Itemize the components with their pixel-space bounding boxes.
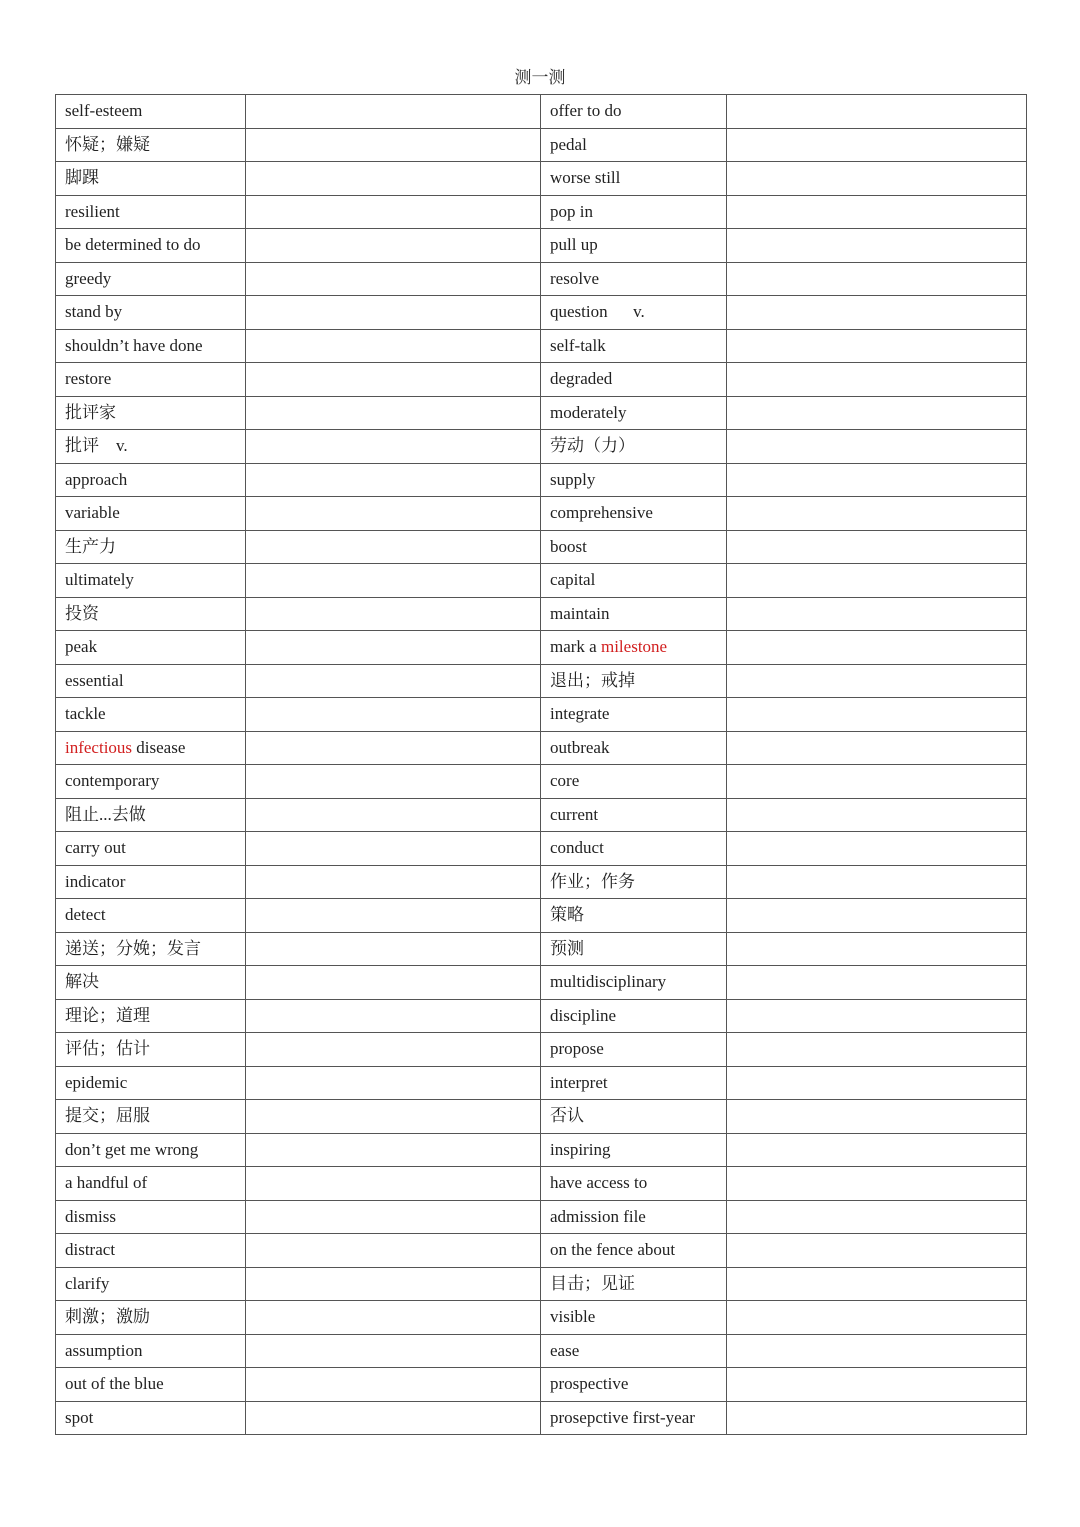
- right-term-text: prosepctive first-year: [550, 1407, 695, 1427]
- table-row: [56, 497, 1027, 531]
- right-answer-cell[interactable]: [727, 664, 1027, 698]
- left-answer-cell[interactable]: [246, 1033, 541, 1067]
- left-term-cell: [56, 932, 246, 966]
- right-answer-cell[interactable]: [727, 530, 1027, 564]
- left-answer-cell[interactable]: [246, 396, 541, 430]
- left-answer-cell[interactable]: [246, 765, 541, 799]
- right-term-cell: [541, 1100, 727, 1134]
- right-term-cell: [541, 731, 727, 765]
- right-answer-cell[interactable]: [727, 1133, 1027, 1167]
- left-term-cell: [56, 396, 246, 430]
- right-term-cell: [541, 664, 727, 698]
- right-term-text: pull up: [550, 235, 598, 255]
- table-row: [56, 530, 1027, 564]
- table-row: [56, 329, 1027, 363]
- right-term-text: propose: [550, 1039, 604, 1059]
- left-term-text: out of the blue: [65, 1374, 164, 1394]
- left-term-cell: [56, 497, 246, 531]
- left-term-cell: [56, 966, 246, 1000]
- left-answer-cell[interactable]: [246, 832, 541, 866]
- left-term-text: 投资: [65, 603, 99, 623]
- right-answer-cell[interactable]: [727, 463, 1027, 497]
- table-row: [56, 396, 1027, 430]
- left-term-text: 脚踝: [65, 168, 99, 188]
- right-term-text: 预测: [550, 938, 584, 958]
- left-term-text: 批评 v.: [65, 436, 128, 456]
- right-answer-cell[interactable]: [727, 597, 1027, 631]
- left-answer-cell[interactable]: [246, 296, 541, 330]
- vocabulary-table-body: [56, 95, 1027, 1435]
- left-answer-cell[interactable]: [246, 966, 541, 1000]
- right-term-text: admission file: [550, 1206, 646, 1226]
- right-term-text: moderately: [550, 402, 627, 422]
- right-term-cell: [541, 296, 727, 330]
- right-term-text: on the fence about: [550, 1240, 676, 1260]
- right-term-text: integrate: [550, 704, 610, 724]
- right-term-cell: [541, 329, 727, 363]
- right-term-cell: [541, 832, 727, 866]
- left-term-cell: [56, 832, 246, 866]
- left-term-text: 提交；屈服: [65, 1106, 150, 1126]
- right-term-text: pop in: [550, 201, 593, 221]
- left-answer-cell[interactable]: [246, 1100, 541, 1134]
- left-term-text: approach: [65, 469, 128, 489]
- right-answer-cell[interactable]: [727, 1267, 1027, 1301]
- left-term-cell: [56, 162, 246, 196]
- left-term-text: distract: [65, 1240, 116, 1260]
- left-answer-cell[interactable]: [246, 195, 541, 229]
- highlighted-word: infectious: [65, 737, 133, 757]
- right-term-cell: [541, 932, 727, 966]
- left-answer-cell[interactable]: [246, 497, 541, 531]
- right-term-cell: [541, 363, 727, 397]
- left-term-text: greedy: [65, 268, 112, 288]
- left-term-cell: [56, 363, 246, 397]
- right-answer-cell[interactable]: [727, 899, 1027, 933]
- left-term-text: shouldn’t have done: [65, 335, 203, 355]
- left-term-cell: [56, 765, 246, 799]
- left-answer-cell[interactable]: [246, 162, 541, 196]
- right-term-cell: [541, 1066, 727, 1100]
- left-term-text: 评估；估计: [65, 1039, 150, 1059]
- table-row: [56, 1234, 1027, 1268]
- left-answer-cell[interactable]: [246, 229, 541, 263]
- right-term-text: maintain: [550, 603, 610, 623]
- right-term-cell: [541, 999, 727, 1033]
- table-row: [56, 162, 1027, 196]
- left-term-cell: [56, 1133, 246, 1167]
- table-row: [56, 698, 1027, 732]
- table-row: [56, 1200, 1027, 1234]
- left-answer-cell[interactable]: [246, 1234, 541, 1268]
- right-term-text: 否认: [550, 1106, 584, 1126]
- left-term-cell: [56, 296, 246, 330]
- right-answer-cell[interactable]: [727, 1234, 1027, 1268]
- right-term-text: prospective: [550, 1374, 629, 1394]
- right-answer-cell[interactable]: [727, 95, 1027, 129]
- table-row: [56, 1368, 1027, 1402]
- right-term-text: boost: [550, 536, 587, 556]
- vocabulary-table: [55, 94, 1027, 1435]
- left-term-text: stand by: [65, 302, 123, 322]
- right-term-cell: [541, 1167, 727, 1201]
- right-term-cell: [541, 229, 727, 263]
- right-answer-cell[interactable]: [727, 1066, 1027, 1100]
- right-term-text: capital: [550, 570, 596, 590]
- left-answer-cell[interactable]: [246, 1301, 541, 1335]
- table-row: [56, 899, 1027, 933]
- left-term-cell: [56, 229, 246, 263]
- table-row: [56, 832, 1027, 866]
- left-term-text: restore: [65, 369, 112, 389]
- right-term-cell: [541, 162, 727, 196]
- right-answer-cell[interactable]: [727, 631, 1027, 665]
- left-term-cell: [56, 698, 246, 732]
- left-term-cell: [56, 329, 246, 363]
- right-term-cell: [541, 597, 727, 631]
- right-term-text: multidisciplinary: [550, 972, 667, 992]
- left-term-text: carry out: [65, 838, 126, 858]
- left-term-cell: [56, 999, 246, 1033]
- right-term-text: 退出；戒掉: [550, 670, 635, 690]
- right-term-text: discipline: [550, 1005, 617, 1025]
- right-term-cell: [541, 865, 727, 899]
- table-row: [56, 1301, 1027, 1335]
- right-answer-cell[interactable]: [727, 1033, 1027, 1067]
- right-term-cell: [541, 765, 727, 799]
- page-title: 测一测: [514, 68, 566, 87]
- right-answer-cell[interactable]: [727, 262, 1027, 296]
- left-term-text: 刺激；激励: [65, 1307, 150, 1327]
- left-term-cell: [56, 631, 246, 665]
- left-answer-cell[interactable]: [246, 1368, 541, 1402]
- left-answer-cell[interactable]: [246, 798, 541, 832]
- table-row: [56, 1133, 1027, 1167]
- left-term-text: ultimately: [65, 570, 134, 590]
- left-term-text: 批评家: [65, 402, 116, 422]
- right-term-text: core: [550, 771, 580, 791]
- left-answer-cell[interactable]: [246, 1401, 541, 1435]
- right-answer-cell[interactable]: [727, 832, 1027, 866]
- left-answer-cell[interactable]: [246, 1167, 541, 1201]
- right-answer-cell[interactable]: [727, 564, 1027, 598]
- table-row: [56, 229, 1027, 263]
- left-answer-cell[interactable]: [246, 1066, 541, 1100]
- right-term-text: have access to: [550, 1173, 648, 1193]
- right-term-text: conduct: [550, 838, 604, 858]
- right-term-text: comprehensive: [550, 503, 653, 523]
- left-answer-cell[interactable]: [246, 899, 541, 933]
- right-term-cell: [541, 195, 727, 229]
- left-answer-cell[interactable]: [246, 597, 541, 631]
- left-answer-cell[interactable]: [246, 262, 541, 296]
- left-answer-cell[interactable]: [246, 564, 541, 598]
- left-term-text: 生产力: [65, 536, 116, 556]
- left-answer-cell[interactable]: [246, 1133, 541, 1167]
- left-term-text: don’t get me wrong: [65, 1139, 199, 1159]
- table-row: [56, 430, 1027, 464]
- right-term-cell: [541, 564, 727, 598]
- right-answer-cell[interactable]: [727, 497, 1027, 531]
- right-term-text: visible: [550, 1307, 596, 1327]
- left-term-text: self-esteem: [65, 101, 143, 121]
- left-term-cell: [56, 1334, 246, 1368]
- left-answer-cell[interactable]: [246, 95, 541, 129]
- left-term-cell: [56, 899, 246, 933]
- right-answer-cell[interactable]: [727, 128, 1027, 162]
- right-term-cell: [541, 1401, 727, 1435]
- left-term-cell: [56, 1301, 246, 1335]
- right-term-text: offer to do: [550, 101, 622, 121]
- right-term-text: resolve: [550, 268, 600, 288]
- table-row: [56, 363, 1027, 397]
- right-answer-cell[interactable]: [727, 1368, 1027, 1402]
- left-term-text: indicator: [65, 871, 126, 891]
- left-term-cell: [56, 1200, 246, 1234]
- left-term-text: peak: [65, 637, 98, 657]
- table-row: [56, 1267, 1027, 1301]
- right-answer-cell[interactable]: [727, 798, 1027, 832]
- left-answer-cell[interactable]: [246, 999, 541, 1033]
- table-row: [56, 597, 1027, 631]
- left-term-text: dismiss: [65, 1206, 117, 1226]
- right-answer-cell[interactable]: [727, 329, 1027, 363]
- left-term-text: detect: [65, 905, 106, 925]
- right-term-text: self-talk: [550, 335, 606, 355]
- left-term-cell: [56, 865, 246, 899]
- right-answer-cell[interactable]: [727, 698, 1027, 732]
- right-term-cell: [541, 530, 727, 564]
- left-term-text: 怀疑；嫌疑: [65, 134, 150, 154]
- right-term-cell: [541, 95, 727, 129]
- right-term-cell: [541, 631, 727, 665]
- left-answer-cell[interactable]: [246, 1267, 541, 1301]
- right-term-cell: [541, 1133, 727, 1167]
- table-row: [56, 731, 1027, 765]
- right-term-cell: [541, 1334, 727, 1368]
- left-term-cell: [56, 1033, 246, 1067]
- left-term-text: 递送；分娩；发言: [65, 938, 201, 958]
- left-term-cell: [56, 731, 246, 765]
- table-row: [56, 128, 1027, 162]
- right-term-text: 劳动（力）: [550, 436, 635, 456]
- table-row: [56, 999, 1027, 1033]
- right-term-cell: [541, 463, 727, 497]
- table-row: [56, 1100, 1027, 1134]
- right-term-text: worse still: [550, 168, 621, 188]
- right-answer-cell[interactable]: [727, 731, 1027, 765]
- left-term-text: essential: [65, 670, 124, 690]
- left-term-text: clarify: [65, 1273, 110, 1293]
- left-answer-cell[interactable]: [246, 698, 541, 732]
- left-term-cell: [56, 597, 246, 631]
- left-term-cell: [56, 1167, 246, 1201]
- right-answer-cell[interactable]: [727, 296, 1027, 330]
- left-answer-cell[interactable]: [246, 731, 541, 765]
- left-term-text: be determined to do: [65, 235, 201, 255]
- table-row: [56, 1401, 1027, 1435]
- left-term-cell: [56, 1401, 246, 1435]
- right-term-cell: [541, 1200, 727, 1234]
- left-term-text: variable: [65, 503, 120, 523]
- right-term-text: supply: [550, 469, 596, 489]
- right-answer-cell[interactable]: [727, 932, 1027, 966]
- right-term-text: 目击；见证: [550, 1273, 635, 1293]
- table-row: [56, 865, 1027, 899]
- right-term-text: outbreak: [550, 737, 610, 757]
- right-answer-cell[interactable]: [727, 363, 1027, 397]
- left-answer-cell[interactable]: [246, 430, 541, 464]
- table-row: [56, 664, 1027, 698]
- left-term-cell: [56, 564, 246, 598]
- right-term-cell: [541, 798, 727, 832]
- left-term-text: disease: [132, 737, 186, 757]
- right-term-cell: [541, 1234, 727, 1268]
- right-term-cell: [541, 1368, 727, 1402]
- left-answer-cell[interactable]: [246, 865, 541, 899]
- table-row: [56, 932, 1027, 966]
- right-term-text: degraded: [550, 369, 613, 389]
- left-term-cell: [56, 128, 246, 162]
- right-answer-cell[interactable]: [727, 1301, 1027, 1335]
- left-answer-cell[interactable]: [246, 363, 541, 397]
- highlighted-word: milestone: [600, 637, 668, 657]
- right-term-cell: [541, 899, 727, 933]
- left-term-cell: [56, 1368, 246, 1402]
- right-term-text: mark a: [550, 637, 601, 657]
- right-answer-cell[interactable]: [727, 1167, 1027, 1201]
- left-term-text: contemporary: [65, 771, 160, 791]
- right-term-cell: [541, 1267, 727, 1301]
- right-term-text: 策略: [550, 905, 584, 925]
- right-answer-cell[interactable]: [727, 765, 1027, 799]
- right-term-cell: [541, 128, 727, 162]
- right-answer-cell[interactable]: [727, 966, 1027, 1000]
- right-term-cell: [541, 1301, 727, 1335]
- table-row: [56, 95, 1027, 129]
- left-term-cell: [56, 95, 246, 129]
- right-answer-cell[interactable]: [727, 865, 1027, 899]
- right-term-cell: [541, 1033, 727, 1067]
- table-row: [56, 765, 1027, 799]
- left-answer-cell[interactable]: [246, 530, 541, 564]
- right-term-cell: [541, 966, 727, 1000]
- left-term-text: epidemic: [65, 1072, 128, 1092]
- table-row: [56, 463, 1027, 497]
- left-term-text: tackle: [65, 704, 106, 724]
- left-term-cell: [56, 430, 246, 464]
- right-term-cell: [541, 497, 727, 531]
- left-term-text: a handful of: [65, 1173, 148, 1193]
- right-answer-cell[interactable]: [727, 396, 1027, 430]
- left-term-cell: [56, 463, 246, 497]
- right-answer-cell[interactable]: [727, 1334, 1027, 1368]
- left-term-text: spot: [65, 1407, 94, 1427]
- left-term-text: 解决: [65, 972, 99, 992]
- table-row: [56, 966, 1027, 1000]
- right-term-text: inspiring: [550, 1139, 611, 1159]
- right-term-cell: [541, 430, 727, 464]
- table-row: [56, 798, 1027, 832]
- left-term-cell: [56, 798, 246, 832]
- left-term-cell: [56, 1100, 246, 1134]
- table-row: [56, 195, 1027, 229]
- table-row: [56, 296, 1027, 330]
- left-answer-cell[interactable]: [246, 463, 541, 497]
- right-term-cell: [541, 396, 727, 430]
- left-term-cell: [56, 262, 246, 296]
- right-term-text: pedal: [550, 134, 587, 154]
- right-term-text: current: [550, 804, 599, 824]
- right-answer-cell[interactable]: [727, 229, 1027, 263]
- left-term-cell: [56, 664, 246, 698]
- left-answer-cell[interactable]: [246, 329, 541, 363]
- left-answer-cell[interactable]: [246, 631, 541, 665]
- right-answer-cell[interactable]: [727, 1401, 1027, 1435]
- left-term-cell: [56, 1234, 246, 1268]
- left-term-cell: [56, 530, 246, 564]
- left-term-text: 阻止...去做: [65, 804, 146, 824]
- right-term-cell: [541, 262, 727, 296]
- right-answer-cell[interactable]: [727, 430, 1027, 464]
- table-row: [56, 1033, 1027, 1067]
- table-row: [56, 631, 1027, 665]
- table-row: [56, 1334, 1027, 1368]
- right-term-cell: [541, 698, 727, 732]
- right-answer-cell[interactable]: [727, 195, 1027, 229]
- left-term-cell: [56, 195, 246, 229]
- left-answer-cell[interactable]: [246, 1334, 541, 1368]
- left-answer-cell[interactable]: [246, 1200, 541, 1234]
- right-answer-cell[interactable]: [727, 1100, 1027, 1134]
- right-term-text: ease: [550, 1340, 580, 1360]
- table-row: [56, 564, 1027, 598]
- left-answer-cell[interactable]: [246, 932, 541, 966]
- left-answer-cell[interactable]: [246, 128, 541, 162]
- table-row: [56, 262, 1027, 296]
- left-term-cell: [56, 1267, 246, 1301]
- left-term-cell: [56, 1066, 246, 1100]
- left-term-text: assumption: [65, 1340, 143, 1360]
- right-answer-cell[interactable]: [727, 999, 1027, 1033]
- left-term-text: 理论；道理: [65, 1005, 150, 1025]
- table-row: [56, 1066, 1027, 1100]
- right-term-text: interpret: [550, 1072, 608, 1092]
- right-term-text: 作业；作务: [550, 871, 635, 891]
- left-answer-cell[interactable]: [246, 664, 541, 698]
- left-term-text: resilient: [65, 201, 120, 221]
- table-row: [56, 1167, 1027, 1201]
- right-answer-cell[interactable]: [727, 1200, 1027, 1234]
- right-answer-cell[interactable]: [727, 162, 1027, 196]
- right-term-text: question v.: [550, 302, 645, 322]
